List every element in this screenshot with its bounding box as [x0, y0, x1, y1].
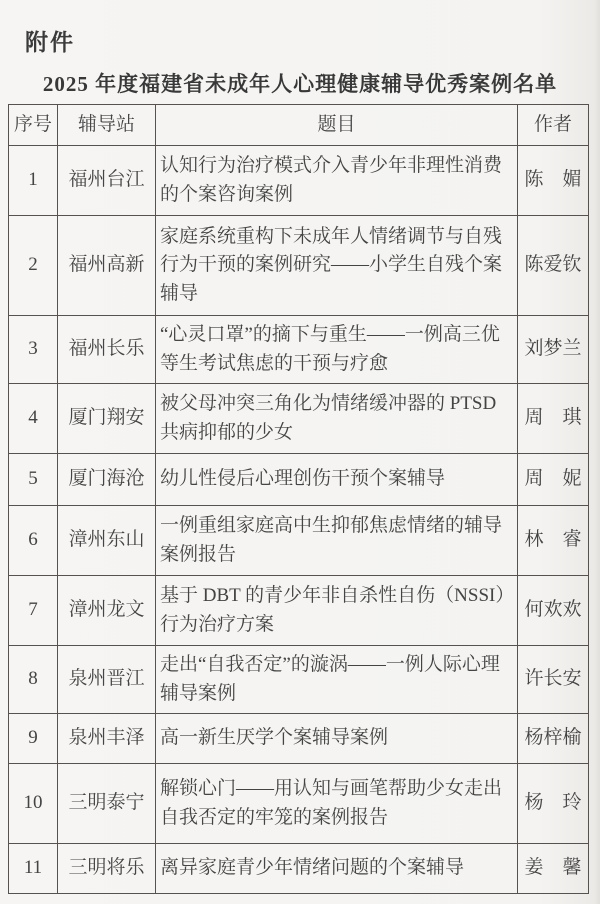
- row-author: 杨梓榆: [518, 714, 589, 764]
- case-list-table: [8, 104, 589, 894]
- row-author: 许长安: [518, 646, 589, 714]
- row-author: 陈爱钦: [518, 216, 589, 316]
- row-author: 陈 媚: [518, 146, 589, 216]
- row-station: 厦门海沧: [58, 454, 156, 506]
- table-row: [9, 764, 589, 844]
- row-no: 11: [9, 844, 58, 894]
- table-row: [9, 714, 589, 764]
- table-row: [9, 384, 589, 454]
- row-author: 何欢欢: [518, 576, 589, 646]
- row-author: 杨 玲: [518, 764, 589, 844]
- row-title: 基于 DBT 的青少年非自杀性自伤（NSSI）行为治疗方案: [156, 576, 518, 646]
- row-station: 漳州东山: [58, 506, 156, 576]
- row-no: 6: [9, 506, 58, 576]
- row-no: 10: [9, 764, 58, 844]
- row-no: 4: [9, 384, 58, 454]
- attachment-label: 附件: [25, 30, 75, 55]
- row-author: 周 琪: [518, 384, 589, 454]
- row-no: 1: [9, 146, 58, 216]
- header-author: 作者: [518, 105, 589, 146]
- row-title: 认知行为治疗模式介入青少年非理性消费的个案咨询案例: [156, 146, 518, 216]
- header-title: 题目: [156, 105, 518, 146]
- row-no: 5: [9, 454, 58, 506]
- row-no: 7: [9, 576, 58, 646]
- row-title: 一例重组家庭高中生抑郁焦虑情绪的辅导案例报告: [156, 506, 518, 576]
- row-title: 离异家庭青少年情绪问题的个案辅导: [156, 844, 518, 894]
- row-station: 三明泰宁: [58, 764, 156, 844]
- table-row: [9, 506, 589, 576]
- row-no: 9: [9, 714, 58, 764]
- header-station: 辅导站: [58, 105, 156, 146]
- table-row: [9, 146, 589, 216]
- row-author: 林 睿: [518, 506, 589, 576]
- table-row: [9, 454, 589, 506]
- row-author: 周 妮: [518, 454, 589, 506]
- header-no: 序号: [9, 105, 58, 146]
- row-station: 福州长乐: [58, 316, 156, 384]
- row-title: 走出“自我否定”的漩涡——一例人际心理辅导案例: [156, 646, 518, 714]
- row-station: 三明将乐: [58, 844, 156, 894]
- table-row: [9, 316, 589, 384]
- row-no: 2: [9, 216, 58, 316]
- row-station: 漳州龙文: [58, 576, 156, 646]
- row-title: 高一新生厌学个案辅导案例: [156, 714, 518, 764]
- row-title: 幼儿性侵后心理创伤干预个案辅导: [156, 454, 518, 506]
- row-station: 福州台江: [58, 146, 156, 216]
- row-station: 泉州晋江: [58, 646, 156, 714]
- table-row: [9, 216, 589, 316]
- row-title: 被父母冲突三角化为情绪缓冲器的 PTSD 共病抑郁的少女: [156, 384, 518, 454]
- row-station: 泉州丰泽: [58, 714, 156, 764]
- row-title: 家庭系统重构下未成年人情绪调节与自残行为干预的案例研究——小学生自残个案辅导: [156, 216, 518, 316]
- row-author: 姜 馨: [518, 844, 589, 894]
- row-title: 解锁心门——用认知与画笔帮助少女走出自我否定的牢笼的案例报告: [156, 764, 518, 844]
- row-station: 福州高新: [58, 216, 156, 316]
- page-title: 2025 年度福建省未成年人心理健康辅导优秀案例名单: [42, 72, 558, 96]
- row-station: 厦门翔安: [58, 384, 156, 454]
- row-no: 8: [9, 646, 58, 714]
- row-title: “心灵口罩”的摘下与重生——一例高三优等生考试焦虑的干预与疗愈: [156, 316, 518, 384]
- table-row: [9, 576, 589, 646]
- row-no: 3: [9, 316, 58, 384]
- row-author: 刘梦兰: [518, 316, 589, 384]
- table-row: [9, 646, 589, 714]
- table-header-row: [9, 105, 589, 146]
- table-row: [9, 844, 589, 894]
